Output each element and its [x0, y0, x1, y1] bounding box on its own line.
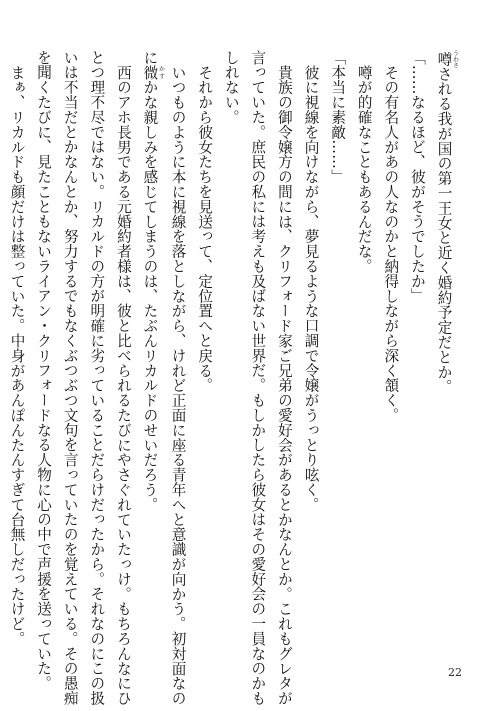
- ruby-kasuka: 微 かす: [141, 64, 165, 80]
- text-line-10: それから彼女たちを見送って、定位置へと戻る。: [196, 64, 214, 393]
- text-line-13: 西のアホ長男である元婚約者様は、彼と比べられるたびにやさぐれていたっけ。もちろんなにひ: [114, 64, 132, 706]
- text-line-9: しれない。: [222, 50, 240, 125]
- ruby-uwasa: 噂 うわさ: [435, 50, 459, 68]
- text-line-12: [136, 50, 164, 650]
- text-line-2: 「……なるほど、彼がそうでしたか」: [408, 50, 426, 304]
- text-line-12-rest: かな親しみを感じてしまうのは、たぶんリカルドのせいだろう。: [141, 79, 159, 512]
- text-line-4: 噂が的確なこともあるんだな。: [355, 64, 373, 274]
- text-line-1: [430, 50, 458, 650]
- text-line-15: いは不当だとかなんとか、努力するでもなくぶつぶつ文句を言っていたのを覚えている。その愚痴: [61, 50, 79, 706]
- text-line-5: 「本当に素敵……」: [329, 50, 347, 185]
- text-line-6: 彼に視線を向けながら、夢見るような口調で令嬢がうっとり呟く。: [302, 64, 320, 512]
- text-line-14: とつ理不尽ではない。リカルドの方が明確に劣っていることだらけだったから。それなのにこの扱: [88, 50, 106, 706]
- text-line-16: を聞くたびに、見たこともないライアン・クリフォードなる人物に心の中で声援を送っていた。: [35, 50, 53, 691]
- text-line-7: 貴族の御令嬢方の間には、クリフォード家ご兄弟の愛好会があるとかなんとか。これもグレタが: [275, 64, 293, 706]
- text-line-3: その有名人があの人なのかと納得しながら深く頷く。: [382, 64, 400, 423]
- text-line-1-rest: される我が国の第一王女と近く婚約予定だとか。: [435, 66, 453, 395]
- text-line-12-pre: に: [141, 50, 159, 65]
- page-number: 22: [448, 666, 462, 679]
- text-line-17: まぁ、リカルドも顔だけは整っていた。中身があんぽんたんすぎて台無しだったけど。: [8, 64, 26, 646]
- text-line-11: いつものように本に視線を落としながら、けれど正面に座る青年へと意識が向かう。初対面なの: [169, 64, 187, 706]
- text-line-8: 言っていた。庶民の私には考えも及ばない世界だ。もしかしたら彼女はその愛好会の一員なのかも: [249, 50, 267, 706]
